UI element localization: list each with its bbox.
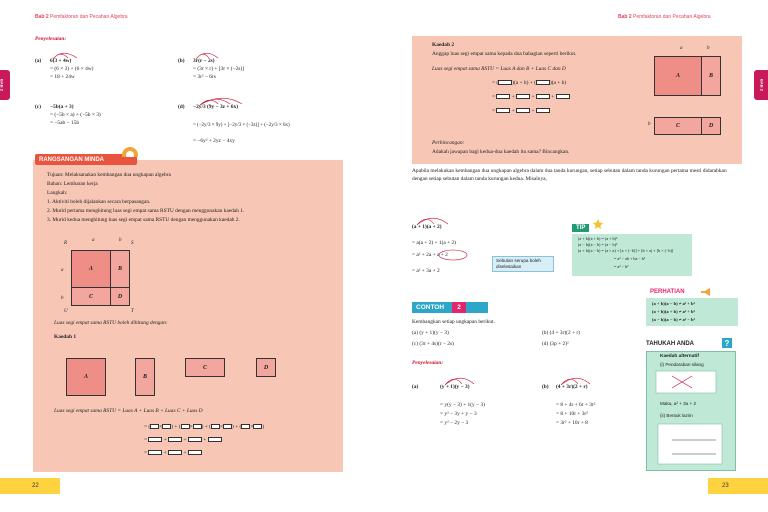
sol-c-line1: −5b(a + 3) bbox=[50, 104, 74, 110]
sol-d-label: (d) bbox=[178, 104, 185, 110]
expansion-paragraph: Apabila melakukan kembangan dua ungkapan algebra dalam dua tanda kurungan, setiap sebutan dalam tanda kurungan pertama mesti didarabkan dengan setiap sebutan dalam tanda kurungan kedua. Misalnya, bbox=[412, 168, 727, 182]
alt-method-ii: (ii) Bentuk lazim bbox=[660, 413, 693, 418]
question-a: (a) (y + 1)(y − 3) bbox=[412, 330, 449, 336]
expand-arrow-icon bbox=[442, 374, 482, 386]
example-number: 2 bbox=[452, 302, 466, 313]
sol-a-line3: = 18 + 24w bbox=[50, 74, 75, 80]
question-d: (d) (3p + 2)² bbox=[542, 341, 569, 347]
vertex-label: R bbox=[64, 241, 68, 246]
method-1-row: = + + + bbox=[144, 437, 222, 444]
activity-step: 3. Murid kedua menghitung luas segi empat sama RSTU dengan menggunakan kaedah 2. bbox=[47, 217, 240, 223]
question-b: (b) (4 + 3r)(2 + r) bbox=[542, 330, 580, 336]
sol-d-line3: = −6y² + 2yz − 4xy bbox=[193, 138, 235, 144]
side-label: a bbox=[61, 268, 64, 273]
region-c: C bbox=[71, 287, 111, 306]
question-icon: ? bbox=[722, 338, 732, 348]
page-header bbox=[618, 14, 711, 20]
vertex-label: S bbox=[131, 241, 134, 246]
area-text: Luas segi empat sama RSTU boleh dihitung dengan: bbox=[54, 320, 168, 326]
long-multiplication-diagram bbox=[652, 420, 732, 468]
sol-a-line3: = y² − 3y + y − 3 bbox=[440, 411, 477, 417]
chapter-side-tab[interactable]: BAB 2 bbox=[754, 70, 768, 100]
example-question: Kembangkan setiap ungkapan berikut. bbox=[412, 319, 495, 325]
alt-method-result: Maka, a² + 3a + 2 bbox=[660, 401, 697, 406]
side-label: b bbox=[707, 46, 710, 51]
discussion-question: Adakah jawapan bagi kedua-dua kaedah itu sama? Bincangkan. bbox=[432, 149, 570, 155]
vertex-label: T bbox=[131, 309, 134, 314]
sol-c-label: (c) bbox=[35, 104, 41, 110]
vertex-label: U bbox=[64, 309, 68, 314]
attention-line: (a + b)(a + b) ≠ a² + b² bbox=[652, 309, 695, 314]
region-c: C bbox=[654, 117, 702, 135]
piece-b: B bbox=[135, 358, 155, 396]
chapter-label: Bab 2 bbox=[35, 14, 49, 20]
method-2-text: Anggap luas segi empat sama kepada dua bahagian seperti berikut. bbox=[432, 51, 577, 57]
alt-method-i: (i) Pendaraban silang bbox=[660, 362, 704, 367]
method-2-row: = ( )(a + b) + ( )(a + b) bbox=[492, 80, 567, 86]
sol-d-line2: = (−2y/3 × 9y) + [−2y/3 × (−3z)] + (−2y/3 × 6x) bbox=[193, 123, 290, 128]
activity-step: 1. Aktiviti boleh dijalankan secara berpasangan. bbox=[47, 199, 151, 205]
region-a: A bbox=[654, 56, 702, 96]
sol-a-line4: = y² − 2y − 3 bbox=[440, 420, 469, 426]
sol-d-line1: −2y/3 (9y − 3z + 6x) bbox=[193, 104, 238, 110]
like-terms-callout: Sebutan serupa boleh diselesaikan bbox=[492, 256, 554, 272]
tip-label: TIP bbox=[572, 224, 589, 232]
cross-multiplication-diagram bbox=[650, 368, 730, 398]
sol-a-line2: = y(y − 3) + 1(y − 3) bbox=[440, 402, 485, 408]
side-label: a bbox=[680, 46, 683, 51]
side-label: b bbox=[648, 122, 651, 127]
example-line: = a² + 3a + 2 bbox=[412, 268, 440, 274]
side-label: b bbox=[119, 238, 122, 243]
method-1-heading: Kaedah 1 bbox=[54, 334, 77, 340]
side-label: a bbox=[92, 238, 95, 243]
method-1-row: = + + bbox=[144, 450, 202, 457]
sol-b-label: (b) bbox=[542, 384, 549, 390]
sol-a-line1: 6(3 + 4w) bbox=[50, 58, 72, 64]
activity-banner: RANGSANGAN MINDA bbox=[35, 154, 137, 165]
tip-line: (a + b)(a − b) = (a × a) + [a × (−b)] + (b × a) + [b × (−b)] bbox=[578, 248, 674, 253]
sol-b-line2: = (3r × r) + [3r × (−2s)] bbox=[193, 66, 244, 72]
method-1-formula: Luas segi empat sama RSTU = Luas A + Luas B + Luas C + Luas D bbox=[54, 408, 203, 414]
example-expr: (a + 1)(a + 2) bbox=[412, 224, 442, 230]
example-line: = a² + 2a + a + 2 bbox=[412, 252, 448, 258]
sol-c-line2: = (−5b × a) + (−5b × 3) bbox=[50, 112, 101, 118]
sol-b-line2: = 8 + 4r + 6r + 3r² bbox=[556, 402, 596, 408]
method-2-formula: Luas segi empat sama RSTU = Luas A dan B + Luas C dan D bbox=[432, 66, 566, 72]
question-c: (c) (3r + 4s)(r − 2s) bbox=[412, 341, 454, 347]
tip-line: = a² − ab + ba − b² bbox=[614, 256, 646, 261]
solution-heading: Penyelesaian: bbox=[412, 360, 444, 366]
star-icon bbox=[592, 218, 604, 230]
sol-c-line3: = −5ab − 15b bbox=[50, 120, 80, 126]
tip-line: = a² − b² bbox=[614, 264, 629, 269]
tip-line: (a + b)(a + b) = (a + b)² bbox=[578, 236, 618, 241]
region-b: B bbox=[110, 250, 130, 288]
chapter-side-tab[interactable]: BAB 2 bbox=[0, 70, 10, 100]
page-header bbox=[35, 14, 128, 20]
activity-materials: Bahan: Lembaran kerja bbox=[47, 181, 98, 187]
method-2-row: = + + + bbox=[492, 94, 570, 101]
sol-b-line3: = 3r² − 6rs bbox=[193, 74, 216, 80]
alt-method-title: Kaedah alternatif bbox=[660, 354, 699, 359]
piece-a: A bbox=[66, 358, 106, 396]
expand-arrow-icon bbox=[558, 374, 598, 386]
chapter-label: Bab 2 bbox=[618, 14, 632, 20]
page-number-right: 23 bbox=[708, 478, 768, 494]
method-2-heading: Kaedah 2 bbox=[432, 42, 455, 48]
sol-b-line4: = 3r² + 10r + 8 bbox=[556, 420, 588, 426]
attention-line: (a + b)(a − b) ≠ a² + b² bbox=[652, 301, 695, 306]
page-number-left: 22 bbox=[0, 478, 60, 494]
chapter-title: Pemfaktoran dan Pecahan Algebra bbox=[50, 14, 128, 20]
sol-a-label: (a) bbox=[35, 58, 42, 64]
attention-label: PERHATIAN bbox=[650, 289, 685, 295]
expand-arrow-icon bbox=[50, 50, 80, 60]
attention-line: (a − b)(a − b) ≠ a² − b² bbox=[652, 317, 695, 322]
method-1-row: = ( × ) + ( × ) + ( × ) + ( × ) bbox=[144, 424, 265, 430]
solution-heading: Penyelesaian: bbox=[35, 36, 67, 42]
megaphone-icon bbox=[700, 287, 712, 297]
method-2-row: = + + bbox=[492, 108, 550, 115]
discussion-heading: Perbincangan: bbox=[432, 140, 465, 146]
side-label: b bbox=[61, 296, 64, 301]
expand-arrow-icon bbox=[193, 50, 223, 60]
activity-step: 2. Murid pertama menghitung luas segi empat sama RSTU dengan menggunakan kaedah 1. bbox=[47, 208, 245, 214]
activity-steps-heading: Langkah: bbox=[47, 190, 68, 196]
sol-a-line2: = (6 × 3) + (6 × 4w) bbox=[50, 66, 94, 72]
gear-icon bbox=[118, 145, 142, 157]
right-page bbox=[384, 0, 768, 512]
region-d: D bbox=[701, 117, 721, 135]
activity-aim: Tujuan: Melaksanakan kembangan dua ungkapan algebra bbox=[47, 172, 171, 178]
example-line: = a(a + 2) + 1(a + 2) bbox=[412, 240, 457, 246]
sol-b-label: (b) bbox=[178, 58, 185, 64]
piece-d: D bbox=[256, 358, 276, 377]
region-d: D bbox=[110, 287, 130, 306]
sol-b-line3: = 8 + 10r + 3r² bbox=[556, 411, 588, 417]
piece-c: C bbox=[185, 358, 225, 377]
sol-a-line1: (y + 1)(y − 3) bbox=[440, 384, 470, 390]
sol-b-line1: 3r(r − 2s) bbox=[193, 58, 215, 64]
expand-arrow-icon bbox=[414, 214, 454, 226]
did-you-know-label: TAHUKAH ANDA bbox=[646, 341, 694, 347]
chapter-title: Pemfaktoran dan Pecahan Algebra bbox=[633, 14, 711, 20]
region-b: B bbox=[701, 56, 721, 96]
highlight-ellipse bbox=[438, 248, 468, 262]
tip-line: (a − b)(a − b) = (a − b)² bbox=[578, 242, 618, 247]
sol-a-label: (a) bbox=[412, 384, 419, 390]
sol-b-line1: (4 + 3r)(2 + r) bbox=[556, 384, 588, 390]
expand-arrow-icon bbox=[196, 96, 246, 106]
region-a: A bbox=[71, 250, 111, 288]
example-banner bbox=[412, 302, 488, 313]
example-banner-label: CONTOH bbox=[416, 304, 445, 311]
